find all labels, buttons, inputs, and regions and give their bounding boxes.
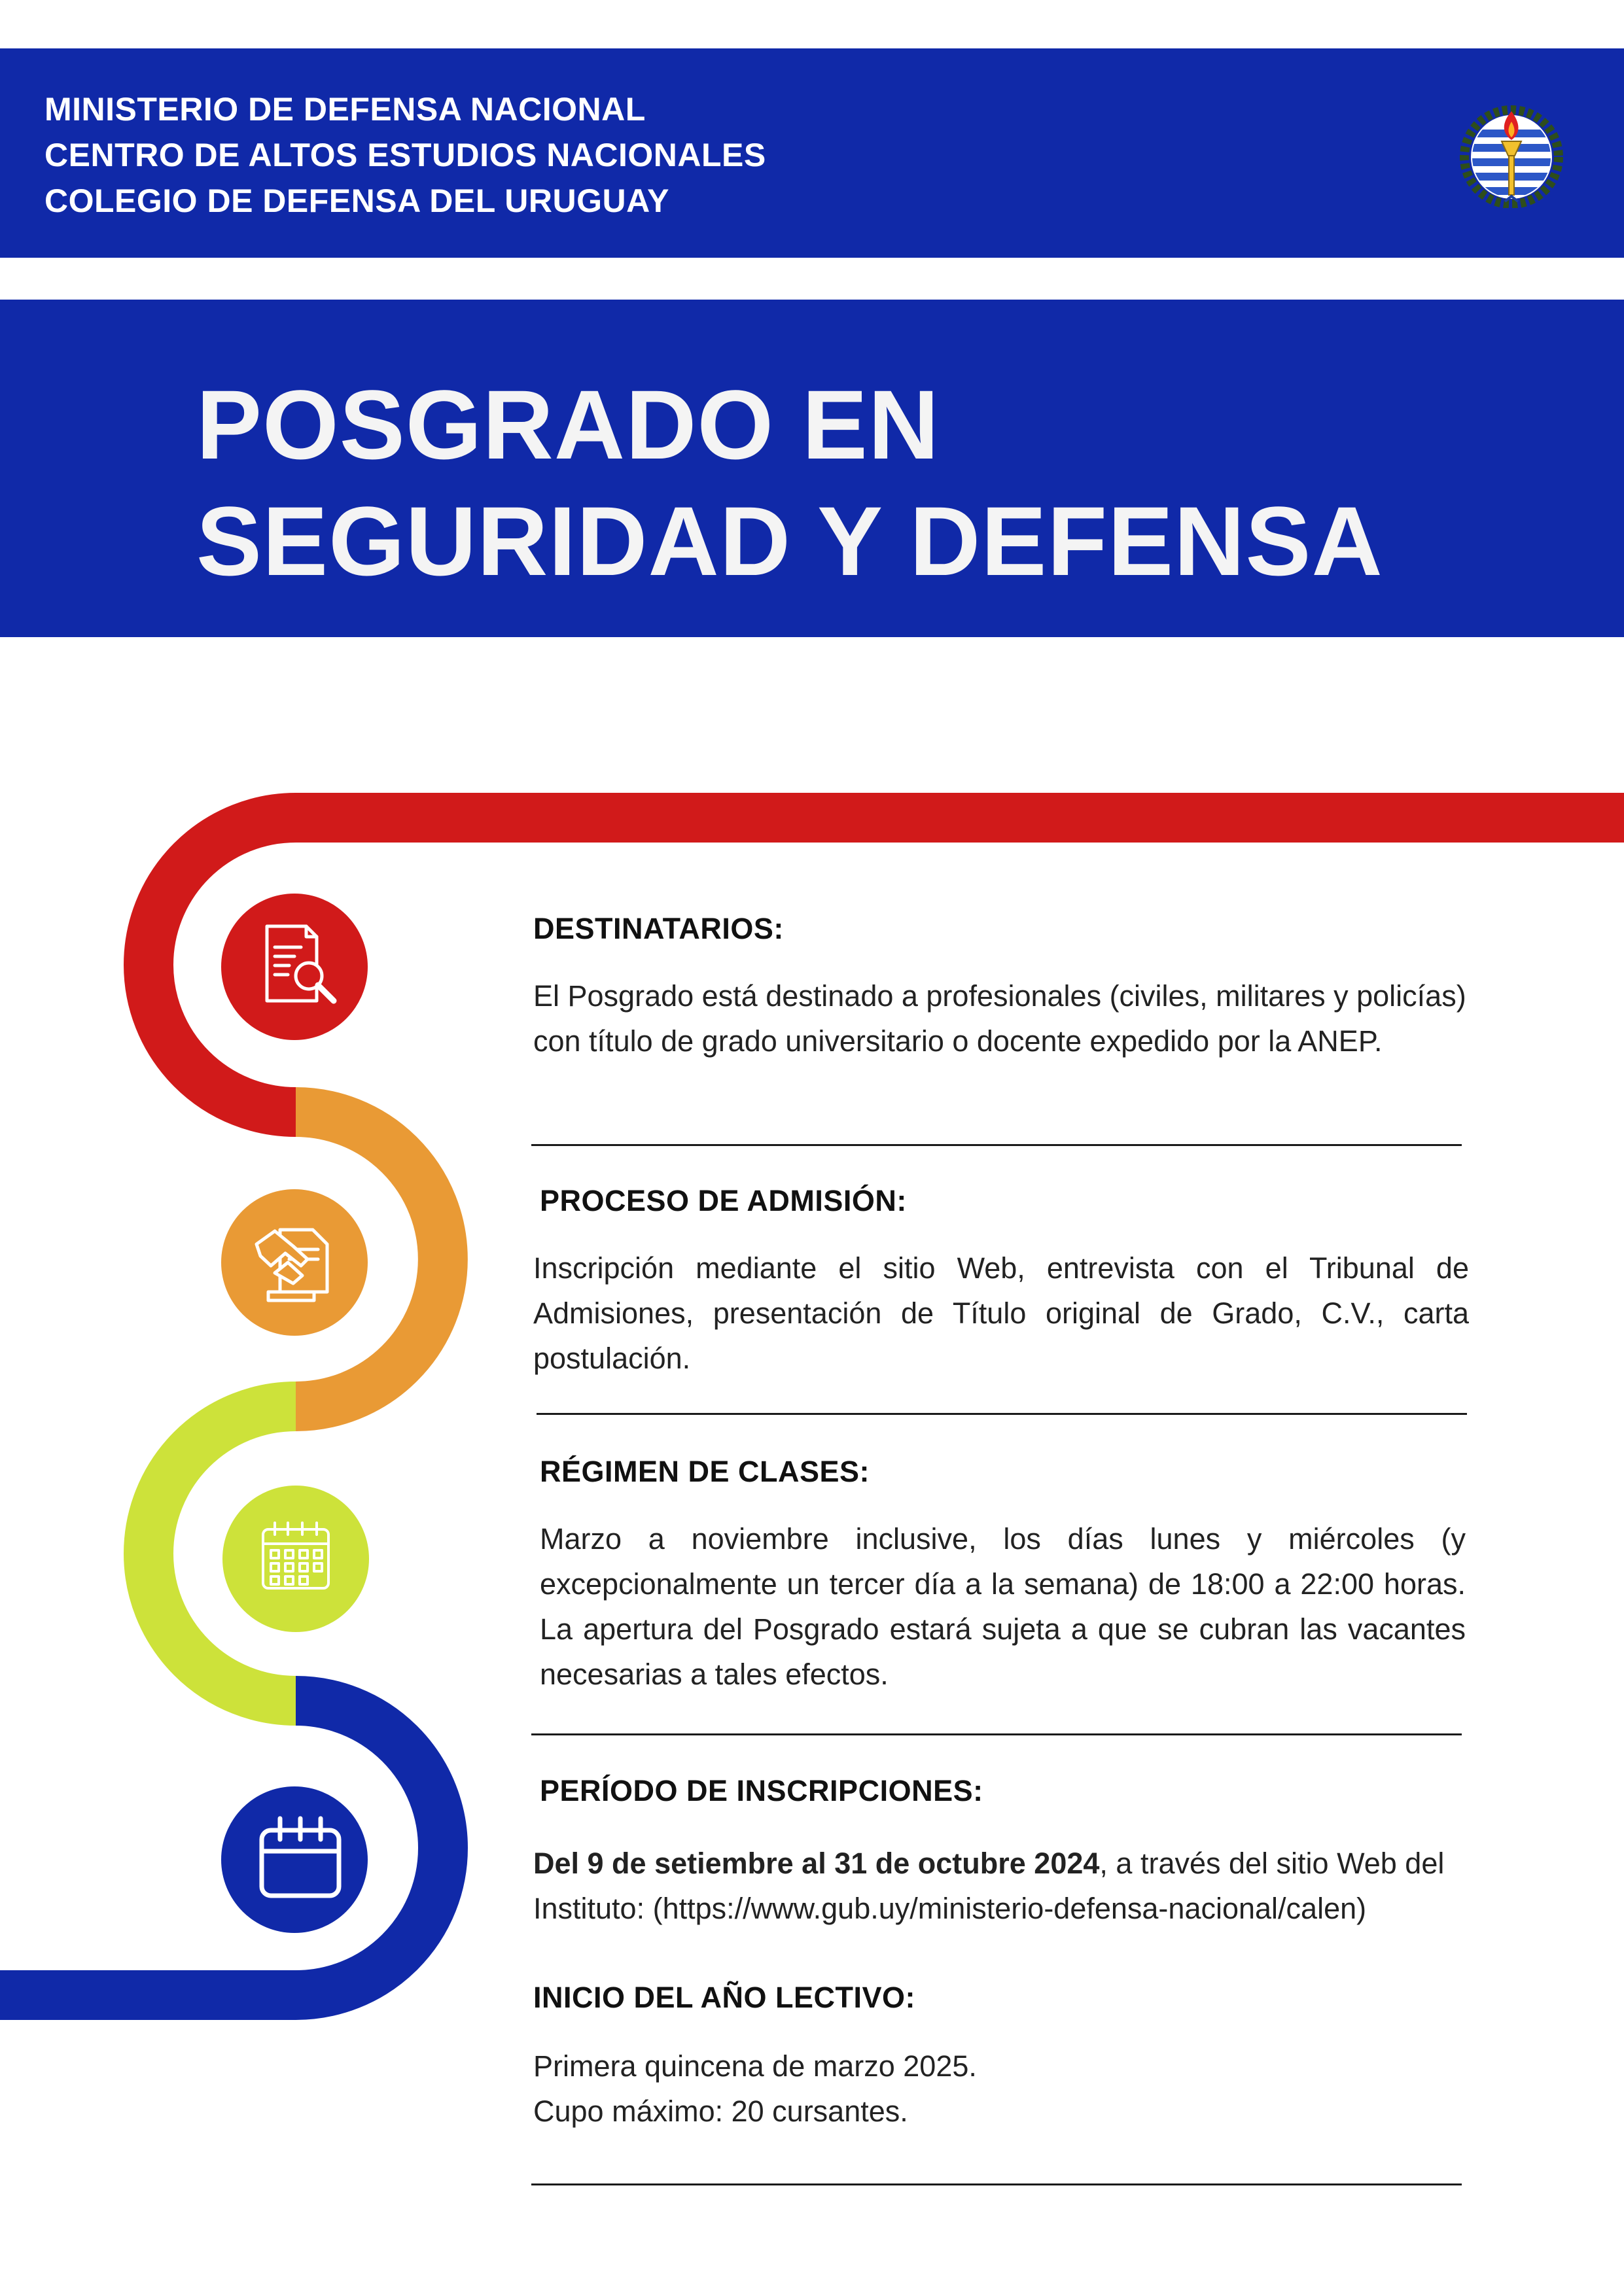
- inscripciones-body: [533, 1841, 1502, 1931]
- inscripciones-dates: Del 9 de setiembre al 31 de octubre 2024: [533, 1847, 1100, 1880]
- blue-path-segment: [0, 1701, 443, 1995]
- ministry-name: MINISTERIO DE DEFENSA NACIONAL: [44, 91, 646, 128]
- section-destinatarios: [533, 912, 1469, 1064]
- title-line-2: SEGURIDAD Y DEFENSA: [196, 486, 1383, 596]
- section-inicio-lectivo: [533, 1981, 1469, 2134]
- inscripciones-heading: PERÍODO DE INSCRIPCIONES:: [540, 1774, 983, 1807]
- inscripciones-web-text: , a través del sitio Web del Instituto: (https://www.gub.uy/ministerio-defensa-nacional/calen): [533, 1847, 1445, 1925]
- regimen-circle: [222, 1486, 369, 1632]
- section-inscripciones: [533, 1774, 1502, 1931]
- destinatarios-circle: [221, 894, 368, 1040]
- college-name: COLEGIO DE DEFENSA DEL URUGUAY: [44, 183, 669, 219]
- divider: [531, 1733, 1462, 1735]
- destinatarios-body: El Posgrado está destinado a profesionales (civiles, militares y policías) con título de grado universitario o docente expedido por la ANEP.: [533, 979, 1466, 1058]
- divider: [531, 1144, 1462, 1146]
- inicio-line-2: Cupo máximo: 20 cursantes.: [533, 2095, 908, 2128]
- center-name: CENTRO DE ALTOS ESTUDIOS NACIONALES: [44, 137, 766, 173]
- regimen-body: Marzo a noviembre inclusive, los días lunes y miércoles (y excepcionalmente un tercer día a la semana) de 18:00 a 22:00 horas. La apertura del Posgrado estará sujeta a que se cubran las vacantes necesarias a tales efectos.: [540, 1522, 1466, 1691]
- section-admision: [533, 1184, 1469, 1381]
- inicio-heading: INICIO DEL AÑO LECTIVO:: [533, 1981, 916, 2014]
- admision-heading: PROCESO DE ADMISIÓN:: [540, 1184, 907, 1217]
- inicio-line-1: Primera quincena de marzo 2025.: [533, 2049, 977, 2083]
- divider: [531, 2183, 1462, 2185]
- divider: [537, 1413, 1467, 1415]
- destinatarios-heading: DESTINATARIOS:: [533, 912, 784, 945]
- inscripciones-circle: [221, 1786, 368, 1933]
- regimen-heading: RÉGIMEN DE CLASES:: [540, 1455, 870, 1488]
- title-line-1: POSGRADO EN: [196, 370, 940, 479]
- section-regimen: [540, 1455, 1466, 1697]
- admision-body: Inscripción mediante el sitio Web, entrevista con el Tribunal de Admisiones, presentación de Título original de Grado, C.V., carta postulación.: [533, 1251, 1469, 1375]
